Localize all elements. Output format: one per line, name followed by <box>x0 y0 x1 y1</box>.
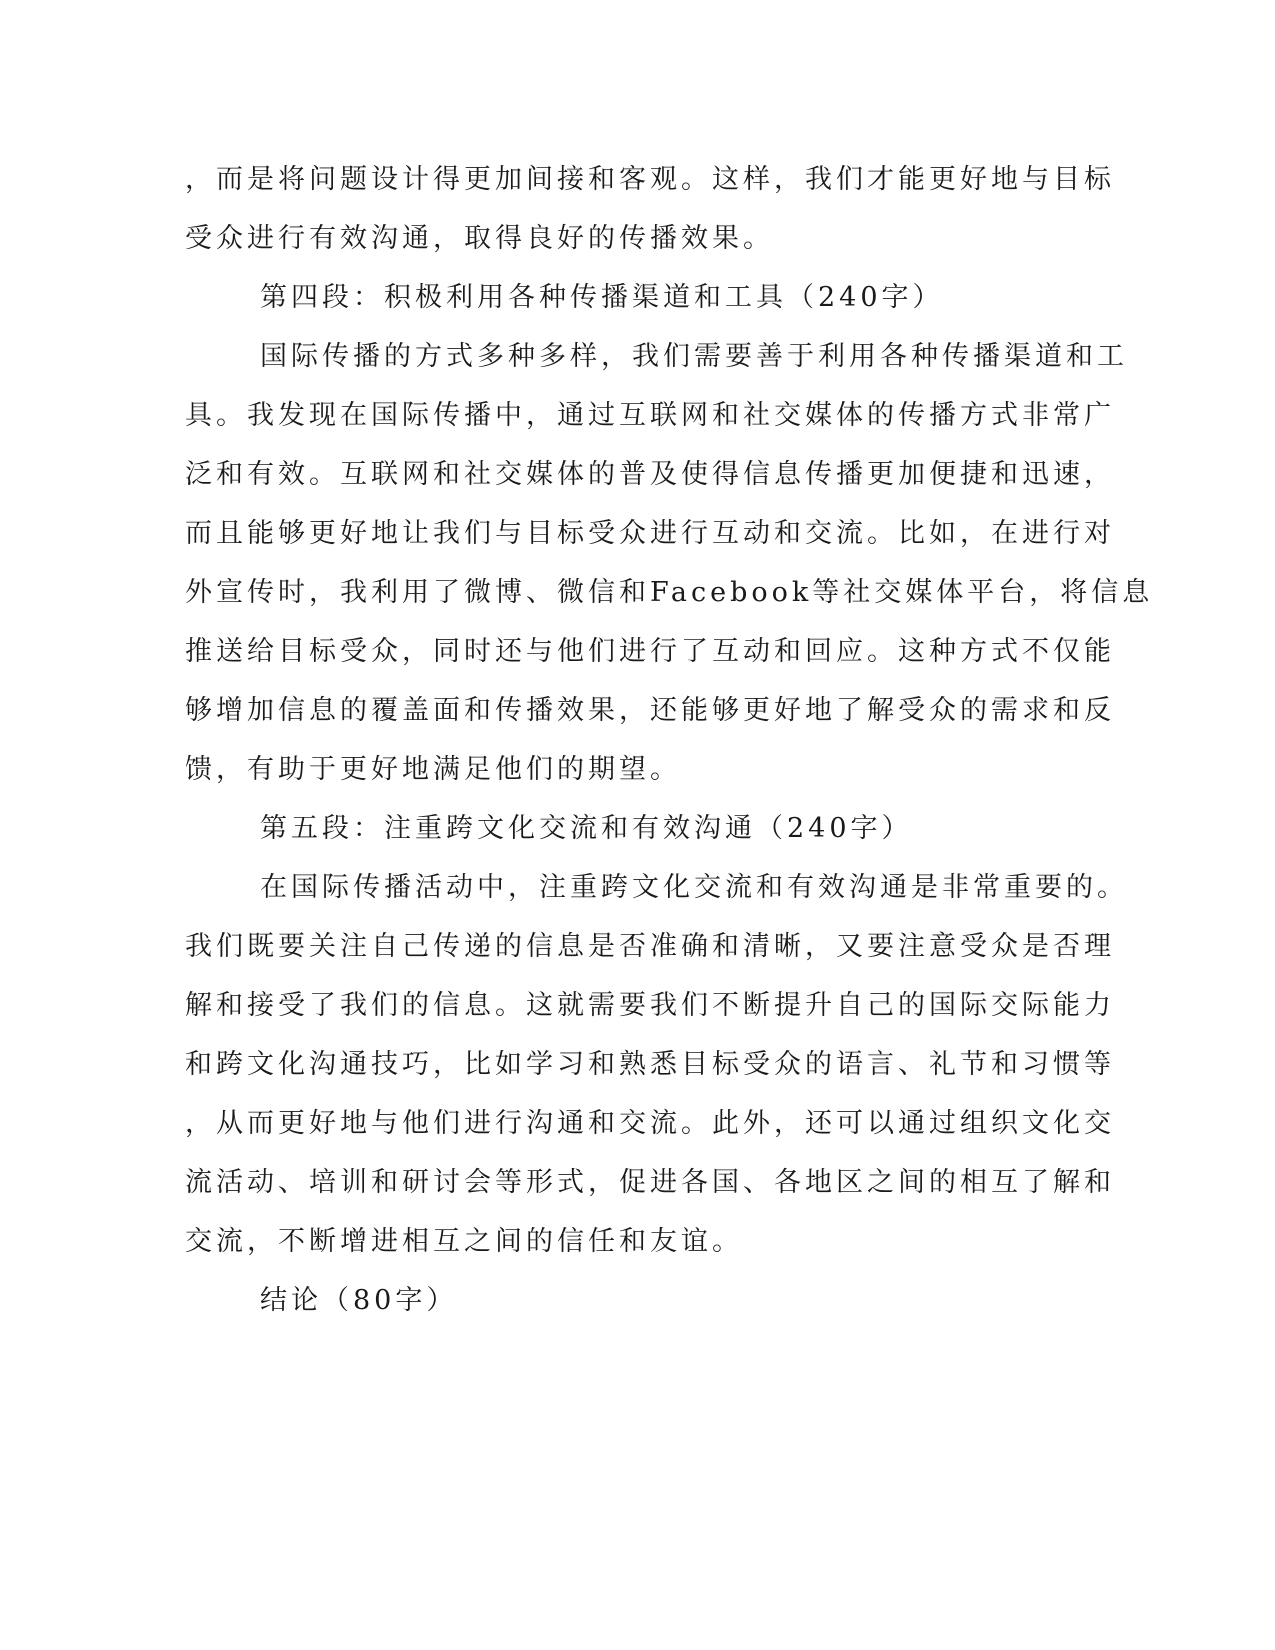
paragraph-line: ，从而更好地与他们进行沟通和交流。此外，还可以通过组织文化交 <box>185 1108 1115 1139</box>
paragraph-line: 流活动、培训和研讨会等形式，促进各国、各地区之间的相互了解和 <box>185 1167 1115 1198</box>
paragraph-line: ，而是将问题设计得更加间接和客观。这样，我们才能更好地与目标 <box>185 164 1115 195</box>
paragraph-line: 推送给目标受众，同时还与他们进行了互动和回应。这种方式不仅能 <box>185 636 1115 667</box>
paragraph-line: 国际传播的方式多种多样，我们需要善于利用各种传播渠道和工 <box>260 341 1128 372</box>
section-heading-4: 第四段：积极利用各种传播渠道和工具（240字） <box>260 282 944 313</box>
paragraph-line: 而且能够更好地让我们与目标受众进行互动和交流。比如，在进行对 <box>185 518 1115 549</box>
paragraph-line: 馈，有助于更好地满足他们的期望。 <box>185 754 681 785</box>
paragraph-line: 具。我发现在国际传播中，通过互联网和社交媒体的传播方式非常广 <box>185 400 1115 431</box>
paragraph-line: 解和接受了我们的信息。这就需要我们不断提升自己的国际交际能力 <box>185 990 1115 1021</box>
paragraph-line: 受众进行有效沟通，取得良好的传播效果。 <box>185 223 774 254</box>
paragraph-line: 和跨文化沟通技巧，比如学习和熟悉目标受众的语言、礼节和习惯等 <box>185 1049 1115 1080</box>
conclusion-heading: 结论（80字） <box>260 1285 458 1316</box>
paragraph-line: 我们既要关注自己传递的信息是否准确和清晰，又要注意受众是否理 <box>185 931 1115 962</box>
paragraph-line: 够增加信息的覆盖面和传播效果，还能够更好地了解受众的需求和反 <box>185 695 1115 726</box>
section-heading-5: 第五段：注重跨文化交流和有效沟通（240字） <box>260 813 913 844</box>
paragraph-line: 交流，不断增进相互之间的信任和友谊。 <box>185 1226 743 1257</box>
paragraph-line: 外宣传时，我利用了微博、微信和Facebook等社交媒体平台，将信息 <box>185 577 1154 608</box>
paragraph-line: 在国际传播活动中，注重跨文化交流和有效沟通是非常重要的。 <box>260 872 1128 903</box>
paragraph-line: 泛和有效。互联网和社交媒体的普及使得信息传播更加便捷和迅速， <box>185 459 1115 490</box>
